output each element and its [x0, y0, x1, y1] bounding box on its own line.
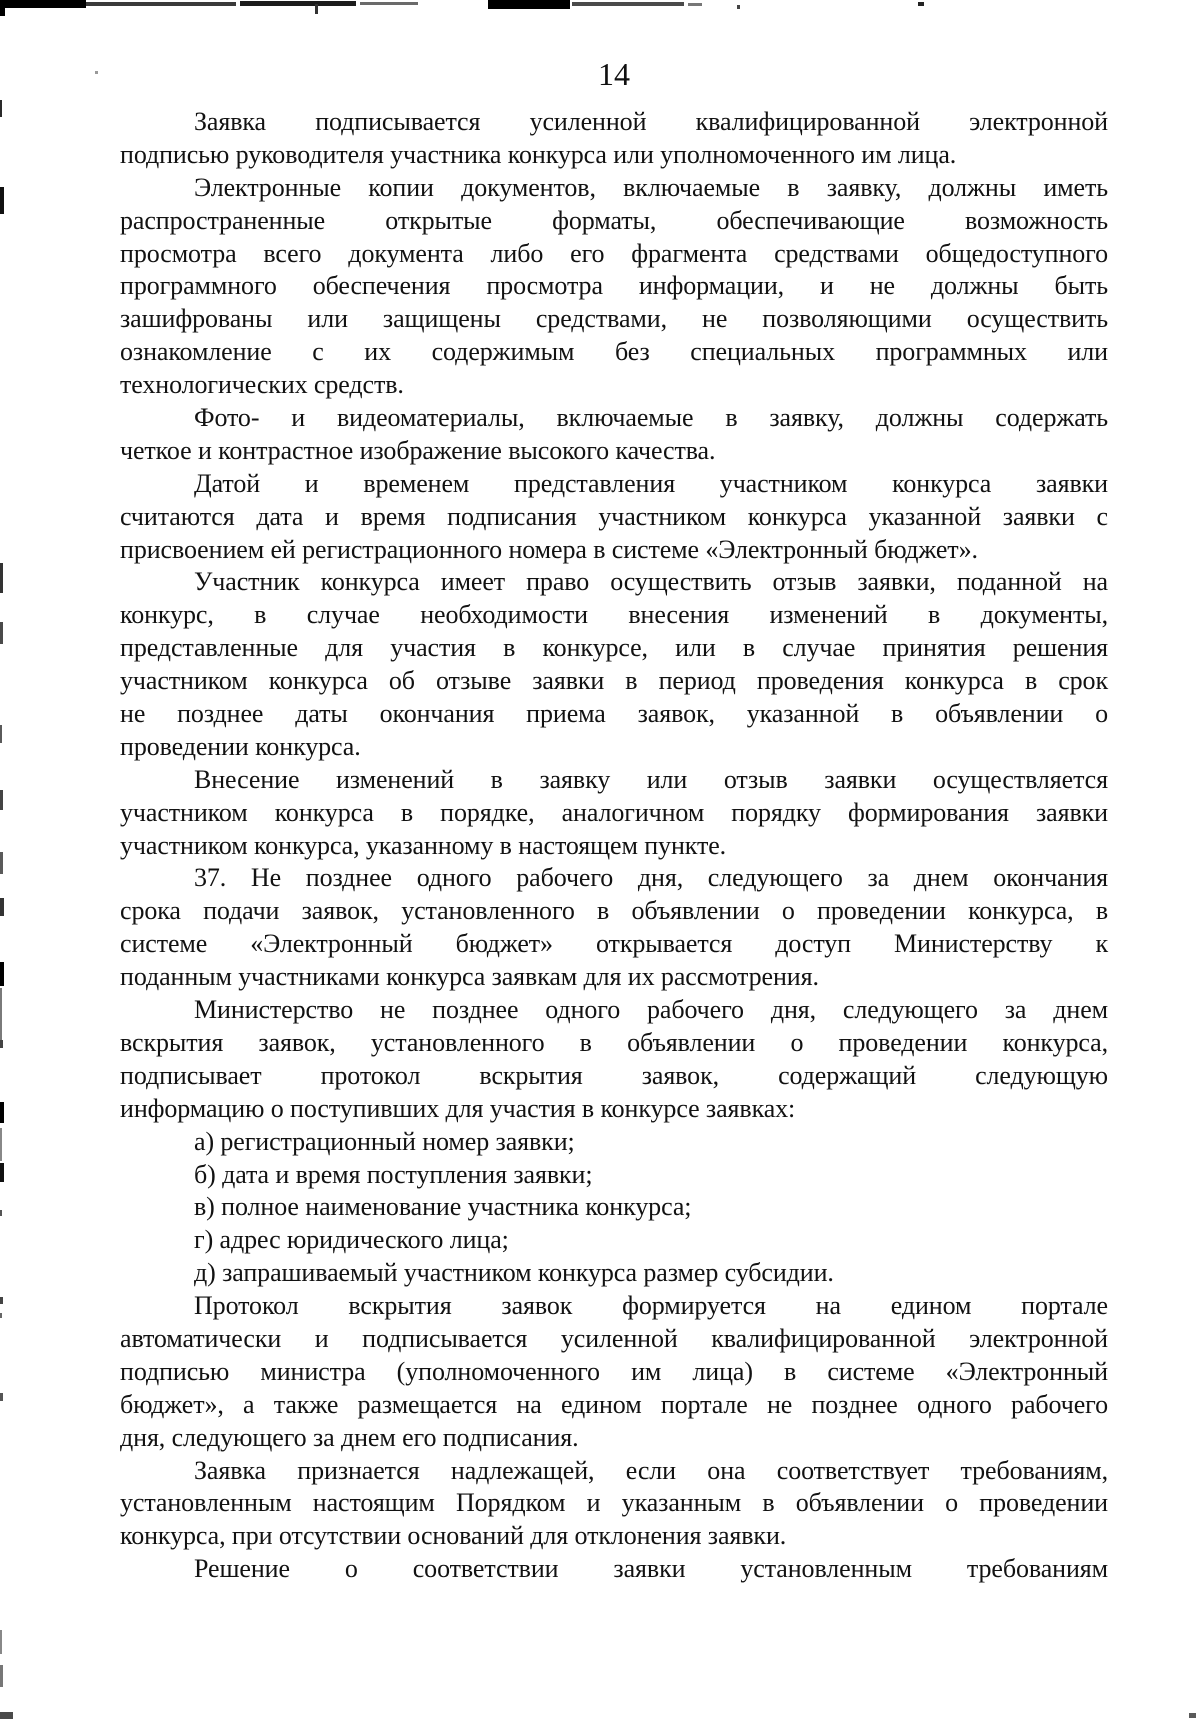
scan-artifact [0, 1163, 4, 1182]
scan-artifact [0, 988, 2, 1040]
text-line: вскрытия заявок, установленного в объявлении о проведении конкурса, [120, 1027, 1108, 1057]
text-line: Датой и временем представления участником конкурса заявки [194, 468, 1108, 498]
text-line: представленные для участия в конкурсе, или в случае принятия решения [120, 633, 1108, 663]
scan-artifact [0, 0, 5, 16]
scan-artifact [0, 563, 3, 593]
scan-artifact [86, 2, 236, 6]
scan-artifact [0, 0, 86, 8]
text-line: установленным настоящим Порядком и указанным в объявлении о проведении [120, 1488, 1108, 1518]
text-line: не позднее даты окончания приема заявок, указанной в объявлении о [120, 699, 1108, 729]
scan-artifact [0, 898, 4, 916]
scan-artifact [0, 1393, 3, 1401]
scan-artifact [0, 622, 3, 644]
text-line: подписью министра (уполномоченного им лица) в системе «Электронный [120, 1356, 1108, 1386]
text-line: поданным участниками конкурса заявкам для их рассмотрения. [120, 962, 819, 992]
text-line: проведении конкурса. [120, 731, 361, 761]
scan-artifact [0, 1040, 3, 1048]
scan-artifact [0, 790, 3, 810]
text-line: Внесение изменений в заявку или отзыв заявки осуществляется [194, 764, 1108, 794]
scan-artifact [240, 1, 356, 6]
text-line: в) полное наименование участника конкурса; [194, 1192, 692, 1222]
text-line: дня, следующего за днем его подписания. [120, 1422, 579, 1452]
text-line: г) адрес юридического лица; [194, 1225, 509, 1255]
text-line: распространенные открытые форматы, обеспечивающие возможность [120, 205, 1108, 235]
scan-artifact [315, 4, 318, 14]
scan-artifact [572, 2, 684, 6]
scan-artifact [0, 1102, 4, 1123]
text-line: программного обеспечения просмотра информации, и не должны быть [120, 271, 1108, 301]
text-line: присвоением ей регистрационного номера в системе «Электронный бюджет». [120, 534, 978, 564]
text-line: б) дата и время поступления заявки; [194, 1159, 593, 1189]
scan-artifact [0, 1297, 3, 1304]
page-number: 14 [598, 56, 630, 92]
scan-artifact [0, 1210, 2, 1216]
text-line: конкурса, при отсутствии оснований для отклонения заявки. [120, 1521, 787, 1551]
scan-artifact [737, 5, 740, 9]
text-line: Протокол вскрытия заявок формируется на едином портале [194, 1291, 1108, 1321]
text-line: Участник конкурса имеет право осуществить отзыв заявки, поданной на [194, 567, 1108, 597]
scan-artifact [918, 2, 924, 6]
text-line: Заявка признается надлежащей, если она соответствует требованиям, [194, 1455, 1108, 1485]
text-line: считаются дата и время подписания участником конкурса указанной заявки с [120, 501, 1108, 531]
scan-artifact [688, 3, 702, 6]
scan-artifact [1189, 1713, 1196, 1718]
scan-artifact [0, 1313, 2, 1318]
scan-artifact [0, 1630, 2, 1654]
text-line: четкое и контрастное изображение высокого качества. [120, 435, 716, 465]
text-line: просмотра всего документа либо его фрагмента средствами общедоступного [120, 238, 1108, 268]
scan-artifact [95, 71, 98, 74]
text-line: Фото- и видеоматериалы, включаемые в заявку, должны содержать [194, 403, 1108, 433]
text-line: Решение о соответствии заявки установленным требованиям [194, 1554, 1108, 1584]
scan-artifact [0, 100, 2, 117]
scan-artifact [0, 962, 4, 986]
text-line: конкурс, в случае необходимости внесения изменений в документы, [120, 600, 1108, 630]
text-line: 37. Не позднее одного рабочего дня, следующего за днем окончания [194, 863, 1108, 893]
text-line: технологических средств. [120, 370, 404, 400]
document-body [120, 106, 1108, 1586]
scan-artifact [0, 725, 2, 743]
text-line: участником конкурса, указанному в настоящем пункте. [120, 830, 727, 860]
scan-artifact [360, 2, 418, 5]
text-line: информацию о поступивших для участия в конкурсе заявках: [120, 1093, 796, 1123]
scan-artifact [0, 1128, 2, 1161]
text-line: Заявка подписывается усиленной квалифицированной электронной [194, 107, 1108, 136]
text-line: автоматически и подписывается усиленной квалифицированной электронной [120, 1323, 1108, 1353]
text-line: ознакомление с их содержимым без специальных программных или [120, 337, 1108, 367]
scan-artifact [0, 187, 4, 214]
text-line: участником конкурса об отзыве заявки в период проведения конкурса в срок [120, 666, 1108, 696]
text-line: д) запрашиваемый участником конкурса размер субсидии. [194, 1258, 834, 1288]
text-line: подписью руководителя участника конкурса или уполномоченного им лица. [120, 139, 957, 169]
text-line: срока подачи заявок, установленного в объявлении о проведении конкурса, в [120, 896, 1108, 926]
text-line: подписывает протокол вскрытия заявок, содержащий следующую [120, 1060, 1108, 1090]
text-line: а) регистрационный номер заявки; [194, 1126, 575, 1156]
scan-artifact [0, 852, 3, 874]
scan-artifact [488, 0, 570, 9]
text-line: Министерство не позднее одного рабочего дня, следующего за днем [194, 995, 1108, 1025]
scan-artifact [0, 1712, 13, 1719]
text-line: зашифрованы или защищены средствами, не позволяющими осуществить [120, 304, 1108, 334]
text-line: бюджет», а также размещается на едином портале не позднее одного рабочего [120, 1389, 1108, 1419]
text-line: участником конкурса в порядке, аналогичном порядку формирования заявки [120, 797, 1108, 827]
text-line: системе «Электронный бюджет» открывается доступ Министерству к [120, 929, 1108, 959]
text-line: Электронные копии документов, включаемые в заявку, должны иметь [194, 172, 1108, 202]
scan-artifact [0, 1665, 3, 1687]
